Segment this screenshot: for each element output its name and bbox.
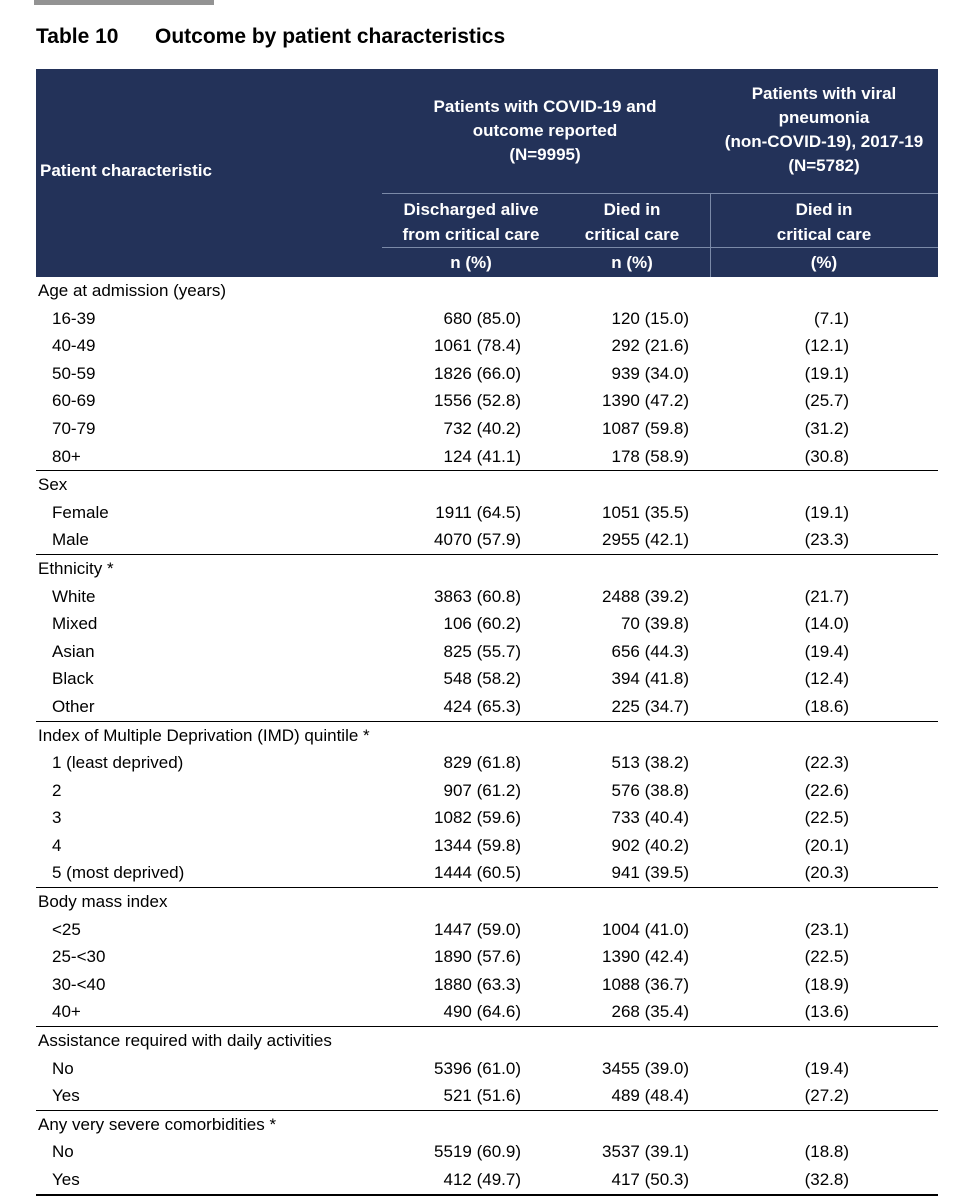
table-group [36, 1111, 938, 1196]
cell-viral-died: (22.3) [804, 753, 849, 773]
table-row [36, 638, 938, 666]
group-label: Index of Multiple Deprivation (IMD) quintile * [38, 725, 370, 745]
row-label: Female [52, 502, 109, 522]
table-row [36, 583, 938, 611]
cell-died: 2955 (42.1) [602, 530, 689, 550]
cell-discharged: 1344 (59.8) [434, 835, 521, 855]
table-row [36, 832, 938, 860]
row-label: 2 [52, 780, 62, 800]
cell-died: 417 (50.3) [611, 1170, 689, 1189]
cell-viral-died: (12.1) [804, 336, 849, 356]
group-label: Ethnicity * [38, 558, 114, 578]
row-label: 16-39 [52, 308, 96, 328]
cell-died: 120 (15.0) [611, 308, 689, 328]
group-heading-row [36, 555, 938, 583]
table-row [36, 665, 938, 693]
table-row [36, 305, 938, 333]
header-unit-died: n (%) [611, 253, 653, 272]
table-row [36, 443, 938, 472]
row-label: Male [52, 530, 89, 550]
table-row [36, 415, 938, 443]
table-body [36, 277, 938, 1196]
cell-discharged: 424 (65.3) [443, 696, 521, 716]
cell-died: 1051 (35.5) [602, 502, 689, 522]
cell-died: 1087 (59.8) [602, 418, 689, 438]
row-label: No [52, 1142, 74, 1162]
table-row [36, 777, 938, 805]
row-label: 50-59 [52, 363, 96, 383]
table-row [36, 526, 938, 555]
cell-viral-died: (23.3) [804, 530, 849, 550]
cell-discharged: 124 (41.1) [443, 446, 521, 466]
row-label: Asian [52, 641, 95, 661]
cell-viral-died: (18.8) [804, 1142, 849, 1162]
cell-discharged: 1082 (59.6) [434, 808, 521, 828]
cell-died: 3455 (39.0) [602, 1058, 689, 1078]
table-row [36, 693, 938, 722]
cell-discharged: 907 (61.2) [443, 780, 521, 800]
row-label: 80+ [52, 446, 81, 466]
cell-viral-died: (20.1) [804, 835, 849, 855]
cell-viral-died: (22.5) [804, 947, 849, 967]
cell-died: 1088 (36.7) [602, 974, 689, 994]
table-row [36, 1166, 938, 1196]
header-unit-discharged: n (%) [450, 253, 492, 272]
cell-viral-died: (20.3) [804, 863, 849, 883]
row-label: 4 [52, 835, 62, 855]
row-label: 70-79 [52, 418, 96, 438]
cell-discharged: 829 (61.8) [443, 753, 521, 773]
cell-died: 2488 (39.2) [602, 586, 689, 606]
group-heading-row [36, 277, 938, 305]
cell-discharged: 680 (85.0) [443, 308, 521, 328]
cell-viral-died: (18.6) [804, 696, 849, 716]
row-label: Yes [52, 1086, 80, 1106]
table-row [36, 387, 938, 415]
cell-viral-died: (18.9) [804, 974, 849, 994]
cell-died: 576 (38.8) [611, 780, 689, 800]
table-group [36, 277, 938, 471]
table-row [36, 749, 938, 777]
cell-viral-died: (19.1) [804, 363, 849, 383]
cell-viral-died: (7.1) [814, 308, 849, 328]
header-col-discharged: Discharged alive from critical care [402, 200, 540, 244]
cell-discharged: 521 (51.6) [443, 1086, 521, 1106]
table-row [36, 916, 938, 944]
group-heading-row [36, 1027, 938, 1055]
cell-died: 3537 (39.1) [602, 1142, 689, 1162]
row-label: 5 (most deprived) [52, 863, 185, 883]
cell-discharged: 412 (49.7) [443, 1170, 521, 1189]
table-row [36, 610, 938, 638]
cell-discharged: 1061 (78.4) [434, 336, 521, 356]
cell-died: 268 (35.4) [611, 1002, 689, 1022]
table-title [36, 25, 505, 49]
cell-discharged: 1890 (57.6) [434, 947, 521, 967]
table-row [36, 360, 938, 388]
row-label: Other [52, 696, 95, 716]
cell-viral-died: (30.8) [804, 446, 849, 466]
top-rule-fragment [34, 0, 214, 5]
header-unit-viral: (%) [810, 253, 838, 272]
cell-died: 941 (39.5) [611, 863, 689, 883]
cell-viral-died: (14.0) [804, 614, 849, 634]
cell-viral-died: (27.2) [804, 1086, 849, 1106]
table-header [36, 69, 938, 277]
group-label: Sex [38, 475, 68, 495]
cell-discharged: 732 (40.2) [443, 418, 521, 438]
row-label: 1 (least deprived) [52, 753, 184, 773]
cell-viral-died: (19.1) [804, 502, 849, 522]
cell-discharged: 490 (64.6) [443, 1002, 521, 1022]
cell-discharged: 1911 (64.5) [435, 502, 521, 522]
table-group [36, 888, 938, 1027]
cell-died: 292 (21.6) [611, 336, 689, 356]
row-label: No [52, 1058, 74, 1078]
cell-discharged: 1447 (59.0) [434, 919, 521, 939]
cell-viral-died: (22.6) [804, 780, 849, 800]
cell-died: 489 (48.4) [611, 1086, 689, 1106]
cell-discharged: 106 (60.2) [443, 614, 521, 634]
cell-died: 656 (44.3) [611, 641, 689, 661]
row-label: 30-<40 [52, 974, 106, 994]
group-heading-row [36, 471, 938, 499]
header-col-died: Died in critical care [584, 200, 680, 244]
cell-discharged: 548 (58.2) [443, 669, 521, 689]
cell-viral-died: (21.7) [804, 586, 849, 606]
cell-discharged: 4070 (57.9) [434, 530, 521, 550]
table-row [36, 1055, 938, 1083]
group-heading-row [36, 888, 938, 916]
table-row [36, 971, 938, 999]
row-label: White [52, 586, 96, 606]
table-row [36, 1082, 938, 1111]
cell-viral-died: (13.6) [804, 1002, 849, 1022]
cell-viral-died: (32.8) [804, 1170, 849, 1189]
cell-died: 939 (34.0) [611, 363, 689, 383]
cell-discharged: 1880 (63.3) [434, 974, 521, 994]
table-caption: Outcome by patient characteristics [155, 25, 506, 48]
table-row [36, 998, 938, 1027]
cell-discharged: 3863 (60.8) [434, 586, 521, 606]
group-label: Any very severe comorbidities * [38, 1114, 277, 1134]
cell-died: 513 (38.2) [611, 753, 689, 773]
table-row [36, 332, 938, 360]
header-divider [382, 247, 938, 248]
cell-discharged: 1556 (52.8) [434, 391, 521, 411]
header-patient-characteristic: Patient characteristic [40, 161, 212, 180]
row-label: 40+ [52, 1002, 81, 1022]
row-label: Black [52, 669, 94, 689]
table-row [36, 804, 938, 832]
row-label: Mixed [52, 614, 98, 634]
cell-died: 178 (58.9) [611, 446, 689, 466]
table-row [36, 943, 938, 971]
cell-died: 70 (39.8) [620, 614, 689, 634]
cell-viral-died: (22.5) [804, 808, 849, 828]
header-divider [382, 193, 938, 194]
group-label: Age at admission (years) [38, 281, 227, 300]
cell-viral-died: (19.4) [804, 1058, 849, 1078]
header-col-viral-died: Died in critical care [776, 200, 872, 244]
table-row [36, 499, 938, 527]
table-group [36, 722, 938, 889]
cell-viral-died: (23.1) [804, 919, 849, 939]
row-label: Yes [52, 1170, 80, 1189]
cell-viral-died: (19.4) [804, 641, 849, 661]
cell-died: 733 (40.4) [611, 808, 689, 828]
cell-viral-died: (31.2) [804, 418, 849, 438]
cell-discharged: 5396 (61.0) [434, 1058, 521, 1078]
group-label: Assistance required with daily activities [38, 1031, 332, 1051]
group-heading-row [36, 722, 938, 750]
row-label: 60-69 [52, 391, 96, 411]
cell-died: 394 (41.8) [611, 669, 689, 689]
row-label: 40-49 [52, 336, 96, 356]
row-label: <25 [52, 919, 81, 939]
row-label: 25-<30 [52, 947, 106, 967]
cell-viral-died: (12.4) [804, 669, 849, 689]
cell-died: 1390 (47.2) [602, 391, 689, 411]
table-group [36, 471, 938, 555]
header-covid-group: Patients with COVID-19 and outcome reported (N=9995) [433, 97, 657, 164]
cell-viral-died: (25.7) [804, 391, 849, 411]
header-viral-group: Patients with viral pneumonia (non-COVID-19), 2017-19 (N=5782) [724, 84, 924, 175]
row-label: 3 [52, 808, 62, 828]
group-label: Body mass index [38, 892, 168, 912]
cell-died: 902 (40.2) [611, 835, 689, 855]
group-heading-row [36, 1111, 938, 1139]
table-group [36, 1027, 938, 1111]
cell-discharged: 5519 (60.9) [434, 1142, 521, 1162]
cell-discharged: 1444 (60.5) [434, 863, 521, 883]
cell-discharged: 825 (55.7) [443, 641, 521, 661]
cell-died: 225 (34.7) [611, 696, 689, 716]
cell-discharged: 1826 (66.0) [434, 363, 521, 383]
table-row [36, 859, 938, 888]
table-group [36, 555, 938, 722]
table-row [36, 1138, 938, 1166]
cell-died: 1004 (41.0) [602, 919, 689, 939]
cell-died: 1390 (42.4) [602, 947, 689, 967]
table-number: Table 10 [36, 25, 119, 48]
